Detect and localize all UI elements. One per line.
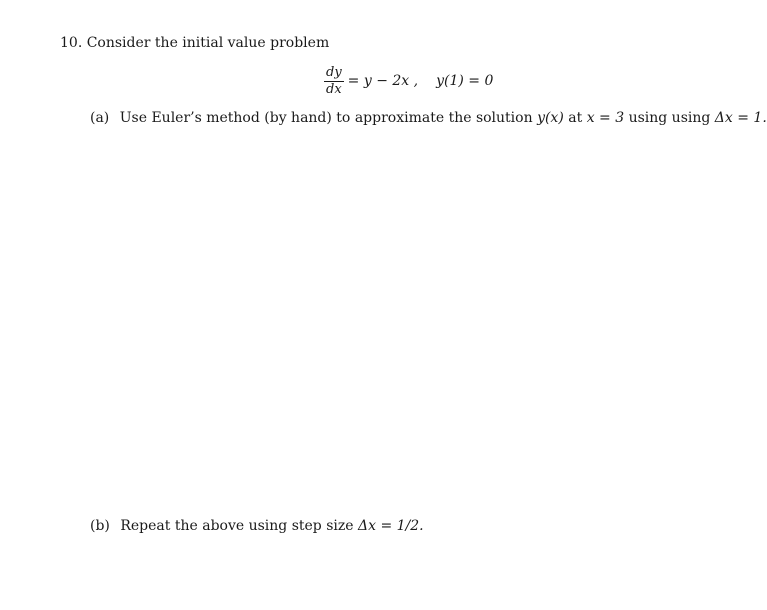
part-a-text-after: using using: [628, 110, 711, 126]
initial-condition: y(1) = 0: [436, 73, 494, 89]
part-b: [90, 518, 424, 534]
derivative-fraction: [324, 66, 344, 97]
part-a-function: y(x): [537, 110, 564, 126]
part-a-text-mid: at: [568, 110, 583, 126]
part-a-point: x = 3: [586, 110, 625, 126]
problem-heading: 10. Consider the initial value problem: [60, 35, 330, 51]
differential-equation: [324, 64, 493, 98]
fraction-denominator: dx: [326, 81, 342, 97]
equation-rhs: = y − 2x ,: [347, 73, 419, 89]
part-b-label: (b): [90, 518, 110, 534]
part-a: [90, 110, 767, 126]
part-a-text-before: Use Euler’s method (by hand) to approximate the solution: [119, 110, 533, 126]
part-a-step: Δx = 1.: [714, 110, 767, 126]
part-a-label: (a): [90, 110, 110, 126]
part-b-step: Δx = 1/2.: [358, 518, 424, 534]
part-b-text-before: Repeat the above using step size: [120, 518, 354, 534]
fraction-numerator: dy: [326, 64, 342, 80]
